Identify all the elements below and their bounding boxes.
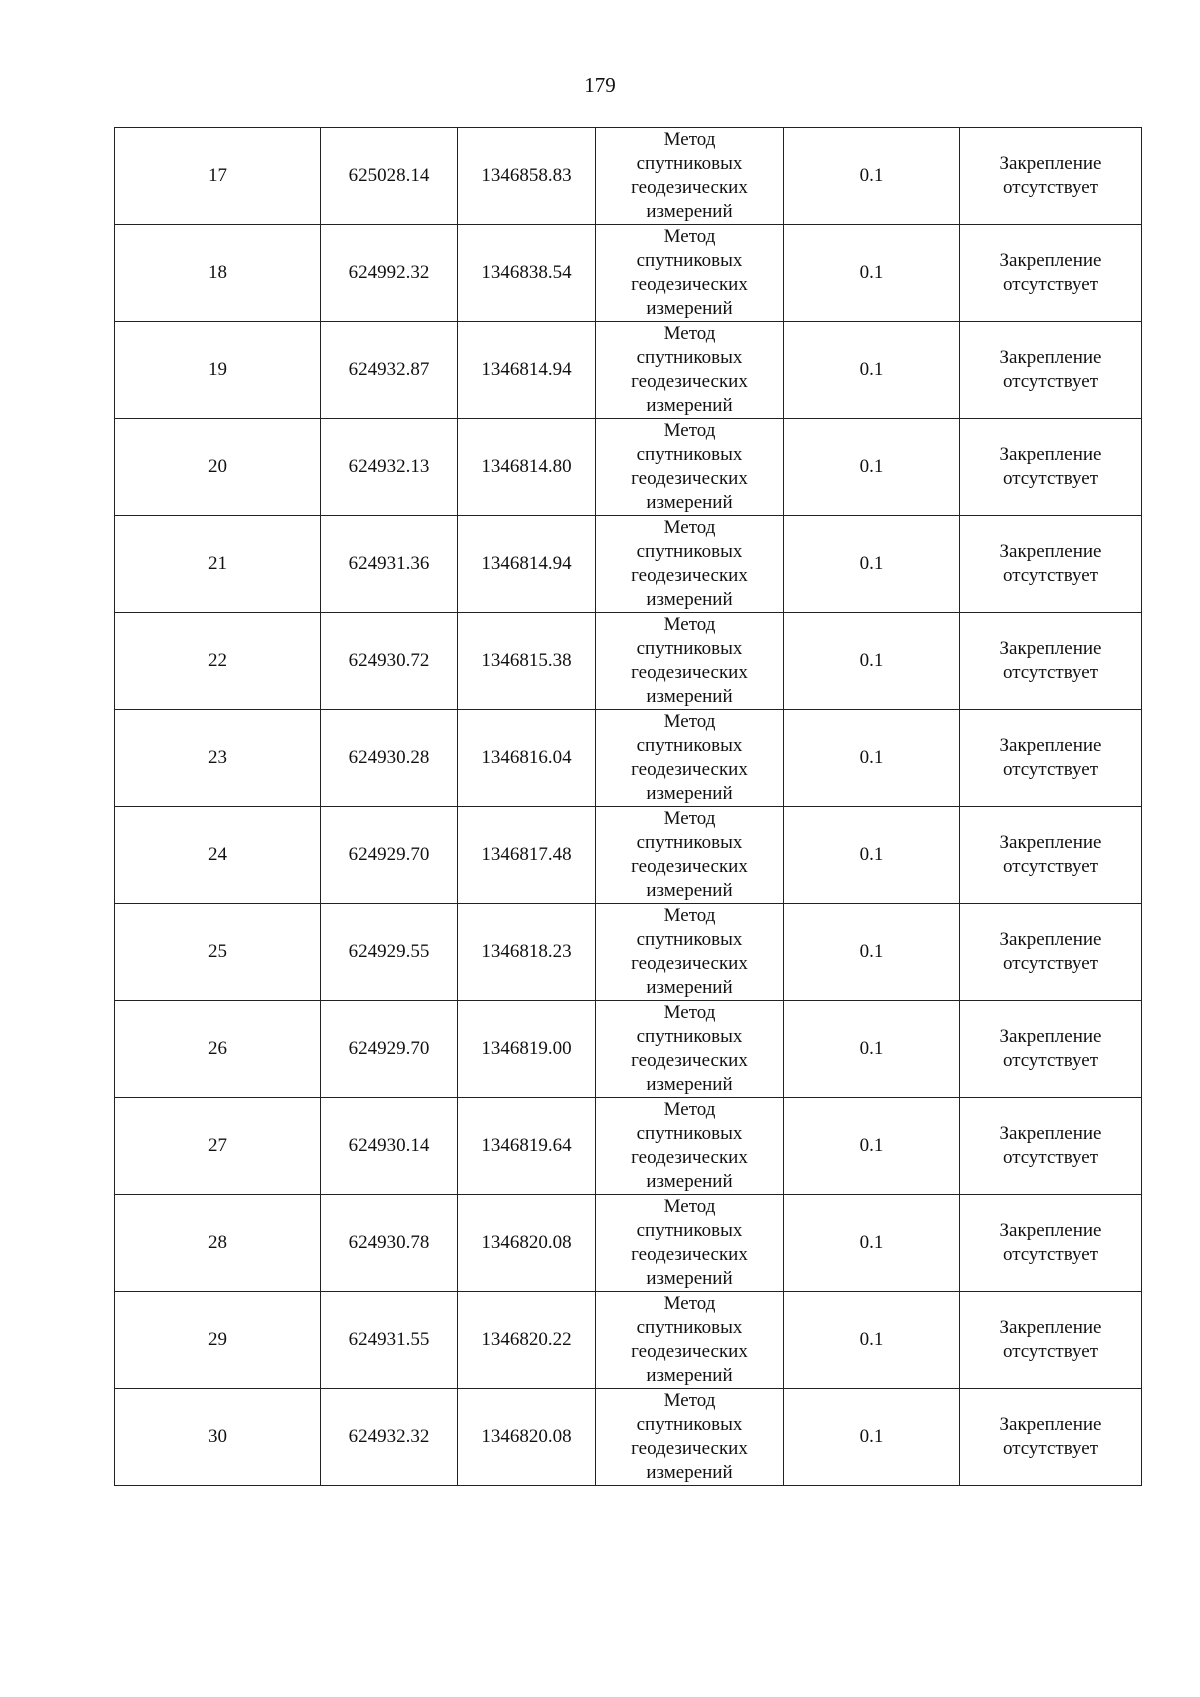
method-text-line: геодезических — [631, 468, 748, 489]
table-row — [115, 1195, 1142, 1292]
fixing-text-line: Закрепление — [999, 929, 1102, 950]
fixing-text-line: отсутствует — [1002, 1244, 1099, 1265]
method-cell — [596, 419, 784, 516]
point-number-cell: 19 — [115, 322, 321, 419]
y-coordinate-cell: 1346817.48 — [458, 807, 596, 904]
method-text-line: геодезических — [631, 1438, 748, 1459]
method-text-line: измерений — [646, 1365, 733, 1386]
fixing-text-line: отсутствует — [1002, 274, 1099, 295]
method-text-line: Метод — [663, 1293, 716, 1314]
method-text-line: геодезических — [631, 1050, 748, 1071]
method-text-line: геодезических — [631, 953, 748, 974]
method-text-line: спутниковых — [636, 153, 743, 174]
table-row — [115, 1389, 1142, 1486]
fixing-text-line: Закрепление — [999, 444, 1102, 465]
method-text-line: геодезических — [631, 759, 748, 780]
point-number-cell: 20 — [115, 419, 321, 516]
accuracy-cell: 0.1 — [784, 225, 960, 322]
point-number-cell: 23 — [115, 710, 321, 807]
method-text-line: спутниковых — [636, 347, 743, 368]
fixing-text-line: отсутствует — [1002, 1050, 1099, 1071]
method-text-line: Метод — [663, 226, 716, 247]
fixing-text-line: Закрепление — [999, 638, 1102, 659]
point-number-cell: 25 — [115, 904, 321, 1001]
y-coordinate-cell: 1346816.04 — [458, 710, 596, 807]
method-cell — [596, 1292, 784, 1389]
page-number: 179 — [584, 73, 616, 97]
point-number-cell: 22 — [115, 613, 321, 710]
y-coordinate-cell: 1346820.08 — [458, 1195, 596, 1292]
method-cell — [596, 807, 784, 904]
fixing-text-line: Закрепление — [999, 1220, 1102, 1241]
method-cell — [596, 710, 784, 807]
point-number-cell: 24 — [115, 807, 321, 904]
y-coordinate-cell: 1346814.94 — [458, 322, 596, 419]
fixing-text-line: отсутствует — [1002, 1147, 1099, 1168]
y-coordinate-cell: 1346819.00 — [458, 1001, 596, 1098]
method-text-line: спутниковых — [636, 1026, 743, 1047]
method-text-line: измерений — [646, 492, 733, 513]
fixing-text-line: Закрепление — [999, 153, 1102, 174]
method-text-line: геодезических — [631, 662, 748, 683]
table-row — [115, 128, 1142, 225]
point-number-cell: 18 — [115, 225, 321, 322]
fixing-cell — [960, 1195, 1142, 1292]
x-coordinate-cell: 624932.87 — [321, 322, 458, 419]
method-text-line: измерений — [646, 395, 733, 416]
fixing-text-line: Закрепление — [999, 1414, 1102, 1435]
point-number-cell: 28 — [115, 1195, 321, 1292]
accuracy-cell: 0.1 — [784, 1001, 960, 1098]
x-coordinate-cell: 625028.14 — [321, 128, 458, 225]
accuracy-cell: 0.1 — [784, 1292, 960, 1389]
method-text-line: Метод — [663, 1099, 716, 1120]
fixing-text-line: отсутствует — [1002, 953, 1099, 974]
x-coordinate-cell: 624931.55 — [321, 1292, 458, 1389]
method-text-line: Метод — [663, 905, 716, 926]
method-text-line: спутниковых — [636, 638, 743, 659]
method-text-line: измерений — [646, 1171, 733, 1192]
table-row — [115, 419, 1142, 516]
fixing-text-line: отсутствует — [1002, 177, 1099, 198]
x-coordinate-cell: 624932.32 — [321, 1389, 458, 1486]
table-row — [115, 710, 1142, 807]
method-text-line: Метод — [663, 1002, 716, 1023]
method-text-line: геодезических — [631, 177, 748, 198]
coordinates-table — [114, 127, 1142, 1486]
method-cell — [596, 322, 784, 419]
y-coordinate-cell: 1346815.38 — [458, 613, 596, 710]
method-text-line: измерений — [646, 201, 733, 222]
y-coordinate-cell: 1346858.83 — [458, 128, 596, 225]
point-number-cell: 17 — [115, 128, 321, 225]
point-number-cell: 26 — [115, 1001, 321, 1098]
fixing-text-line: Закрепление — [999, 1123, 1102, 1144]
y-coordinate-cell: 1346819.64 — [458, 1098, 596, 1195]
accuracy-cell: 0.1 — [784, 322, 960, 419]
method-text-line: спутниковых — [636, 250, 743, 271]
fixing-cell — [960, 419, 1142, 516]
accuracy-cell: 0.1 — [784, 904, 960, 1001]
x-coordinate-cell: 624930.72 — [321, 613, 458, 710]
table-row — [115, 225, 1142, 322]
table-row — [115, 1001, 1142, 1098]
method-text-line: Метод — [663, 808, 716, 829]
method-text-line: спутниковых — [636, 735, 743, 756]
method-text-line: измерений — [646, 589, 733, 610]
accuracy-cell: 0.1 — [784, 1389, 960, 1486]
accuracy-cell: 0.1 — [784, 419, 960, 516]
method-text-line: спутниковых — [636, 929, 743, 950]
fixing-text-line: отсутствует — [1002, 1341, 1099, 1362]
x-coordinate-cell: 624929.55 — [321, 904, 458, 1001]
method-cell — [596, 1195, 784, 1292]
x-coordinate-cell: 624930.28 — [321, 710, 458, 807]
table-row — [115, 613, 1142, 710]
method-text-line: Метод — [663, 517, 716, 538]
method-text-line: геодезических — [631, 856, 748, 877]
fixing-text-line: Закрепление — [999, 541, 1102, 562]
coordinates-table-body — [115, 128, 1142, 1486]
fixing-cell — [960, 322, 1142, 419]
fixing-text-line: отсутствует — [1002, 565, 1099, 586]
point-number-cell: 30 — [115, 1389, 321, 1486]
method-text-line: геодезических — [631, 565, 748, 586]
method-text-line: измерений — [646, 1074, 733, 1095]
method-text-line: Метод — [663, 1390, 716, 1411]
fixing-cell — [960, 1098, 1142, 1195]
x-coordinate-cell: 624992.32 — [321, 225, 458, 322]
method-text-line: геодезических — [631, 274, 748, 295]
fixing-text-line: Закрепление — [999, 1026, 1102, 1047]
fixing-cell — [960, 904, 1142, 1001]
x-coordinate-cell: 624931.36 — [321, 516, 458, 613]
method-text-line: измерений — [646, 298, 733, 319]
method-text-line: спутниковых — [636, 1317, 743, 1338]
fixing-text-line: Закрепление — [999, 347, 1102, 368]
method-text-line: геодезических — [631, 1244, 748, 1265]
method-text-line: Метод — [663, 420, 716, 441]
y-coordinate-cell: 1346838.54 — [458, 225, 596, 322]
table-row — [115, 322, 1142, 419]
method-cell — [596, 613, 784, 710]
method-text-line: геодезических — [631, 371, 748, 392]
fixing-text-line: отсутствует — [1002, 662, 1099, 683]
method-cell — [596, 225, 784, 322]
fixing-cell — [960, 1389, 1142, 1486]
y-coordinate-cell: 1346820.08 — [458, 1389, 596, 1486]
point-number-cell: 21 — [115, 516, 321, 613]
accuracy-cell: 0.1 — [784, 1098, 960, 1195]
method-text-line: спутниковых — [636, 1414, 743, 1435]
table-row — [115, 1098, 1142, 1195]
fixing-text-line: отсутствует — [1002, 1438, 1099, 1459]
fixing-text-line: отсутствует — [1002, 759, 1099, 780]
method-text-line: спутниковых — [636, 1123, 743, 1144]
method-text-line: Метод — [663, 1196, 716, 1217]
fixing-cell — [960, 1292, 1142, 1389]
fixing-cell — [960, 225, 1142, 322]
accuracy-cell: 0.1 — [784, 1195, 960, 1292]
method-text-line: измерений — [646, 686, 733, 707]
accuracy-cell: 0.1 — [784, 710, 960, 807]
fixing-text-line: Закрепление — [999, 735, 1102, 756]
accuracy-cell: 0.1 — [784, 128, 960, 225]
method-text-line: Метод — [663, 614, 716, 635]
method-cell — [596, 516, 784, 613]
method-cell — [596, 1001, 784, 1098]
method-cell — [596, 1098, 784, 1195]
method-text-line: измерений — [646, 1268, 733, 1289]
accuracy-cell: 0.1 — [784, 807, 960, 904]
fixing-text-line: Закрепление — [999, 832, 1102, 853]
x-coordinate-cell: 624932.13 — [321, 419, 458, 516]
accuracy-cell: 0.1 — [784, 516, 960, 613]
y-coordinate-cell: 1346814.94 — [458, 516, 596, 613]
method-text-line: измерений — [646, 1462, 733, 1483]
method-cell — [596, 128, 784, 225]
fixing-cell — [960, 710, 1142, 807]
fixing-text-line: Закрепление — [999, 1317, 1102, 1338]
method-text-line: спутниковых — [636, 444, 743, 465]
method-text-line: спутниковых — [636, 541, 743, 562]
table-row — [115, 516, 1142, 613]
method-cell — [596, 1389, 784, 1486]
y-coordinate-cell: 1346818.23 — [458, 904, 596, 1001]
y-coordinate-cell: 1346820.22 — [458, 1292, 596, 1389]
table-row — [115, 807, 1142, 904]
method-text-line: Метод — [663, 323, 716, 344]
fixing-text-line: Закрепление — [999, 250, 1102, 271]
x-coordinate-cell: 624930.78 — [321, 1195, 458, 1292]
method-text-line: геодезических — [631, 1341, 748, 1362]
x-coordinate-cell: 624929.70 — [321, 1001, 458, 1098]
method-text-line: Метод — [663, 129, 716, 150]
method-cell — [596, 904, 784, 1001]
x-coordinate-cell: 624930.14 — [321, 1098, 458, 1195]
fixing-cell — [960, 807, 1142, 904]
point-number-cell: 27 — [115, 1098, 321, 1195]
fixing-cell — [960, 613, 1142, 710]
fixing-text-line: отсутствует — [1002, 856, 1099, 877]
point-number-cell: 29 — [115, 1292, 321, 1389]
method-text-line: геодезических — [631, 1147, 748, 1168]
method-text-line: спутниковых — [636, 832, 743, 853]
fixing-text-line: отсутствует — [1002, 468, 1099, 489]
fixing-cell — [960, 1001, 1142, 1098]
method-text-line: измерений — [646, 783, 733, 804]
table-row — [115, 1292, 1142, 1389]
method-text-line: Метод — [663, 711, 716, 732]
table-row — [115, 904, 1142, 1001]
x-coordinate-cell: 624929.70 — [321, 807, 458, 904]
fixing-cell — [960, 516, 1142, 613]
method-text-line: спутниковых — [636, 1220, 743, 1241]
y-coordinate-cell: 1346814.80 — [458, 419, 596, 516]
accuracy-cell: 0.1 — [784, 613, 960, 710]
method-text-line: измерений — [646, 977, 733, 998]
fixing-cell — [960, 128, 1142, 225]
fixing-text-line: отсутствует — [1002, 371, 1099, 392]
method-text-line: измерений — [646, 880, 733, 901]
